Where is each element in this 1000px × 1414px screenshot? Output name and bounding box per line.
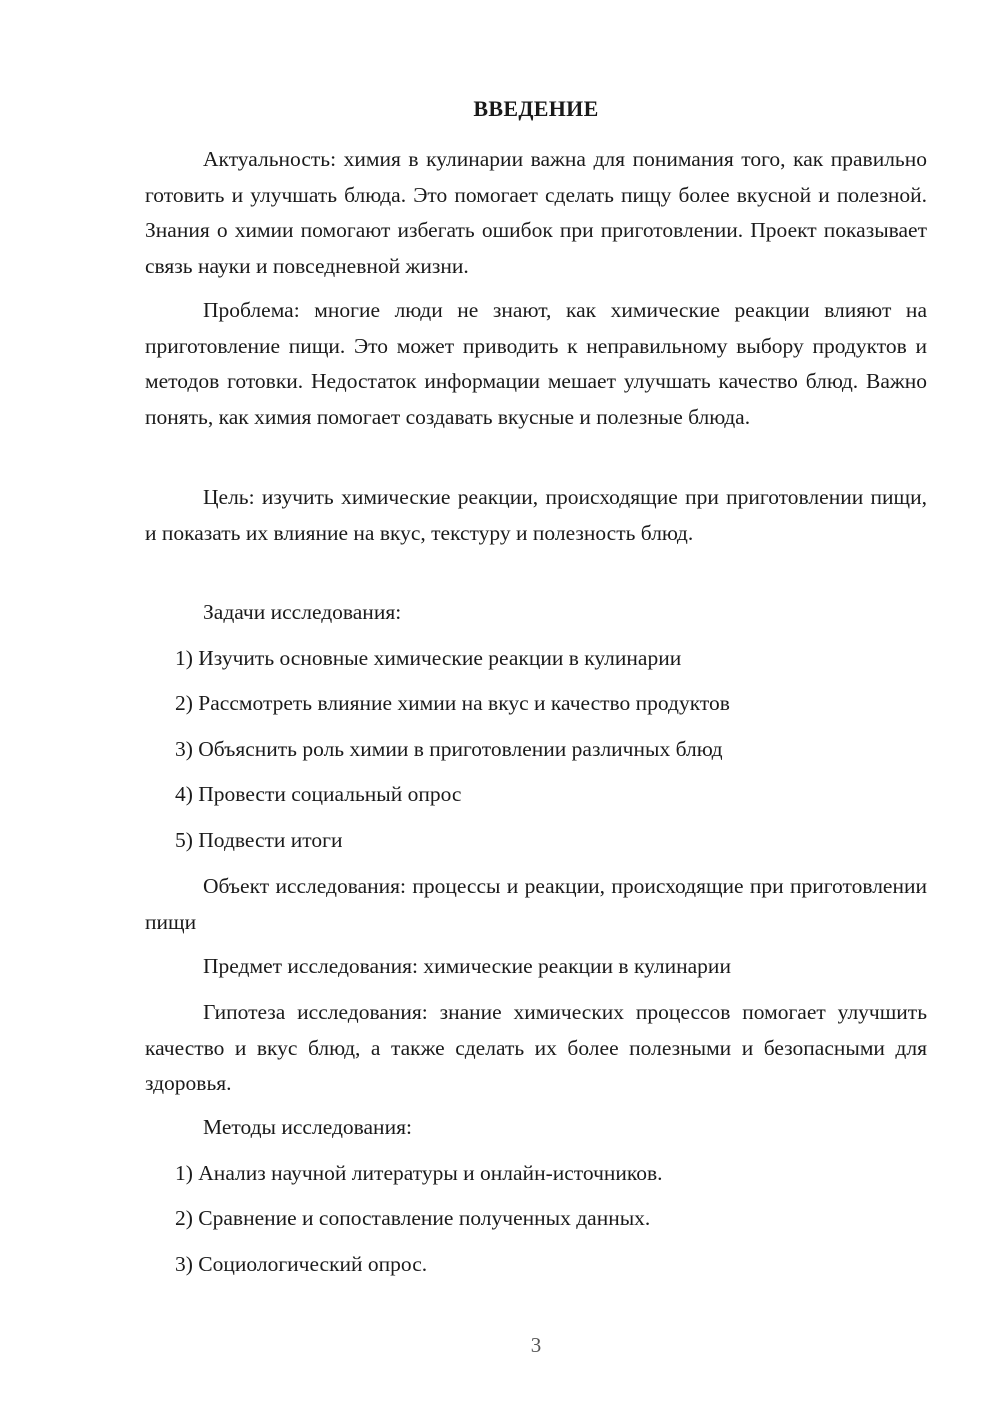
task-item: 2) Рассмотреть влияние химии на вкус и качество продуктов (175, 691, 730, 715)
task-item: 4) Провести социальный опрос (175, 782, 462, 806)
tasks-label: Задачи исследования: (203, 600, 402, 624)
methods-label: Методы исследования: (203, 1115, 412, 1139)
subject-paragraph: Предмет исследования: химические реакции в кулинарии (203, 954, 731, 978)
task-item: 3) Объяснить роль химии в приготовлении различных блюд (175, 737, 723, 761)
object-paragraph: Объект исследования: процессы и реакции, происходящие при приготовлении пищи (145, 874, 927, 934)
page-number: 3 (530, 1333, 542, 1357)
method-item: 3) Социологический опрос. (175, 1252, 428, 1276)
relevance-paragraph: Актуальность: химия в кулинарии важна для понимания того, как правильно готовить и улучшать блюда. Это помогает сделать пищу более вкусной и полезной. Знания о химии помогают избегать ошибок при приготовлении. Проект показывает связь науки и повседневной жизни. (145, 147, 927, 278)
goal-paragraph: Цель: изучить химические реакции, происходящие при приготовлении пищи, и показать их влияние на вкус, текстуру и полезность блюд. (145, 485, 927, 545)
method-item: 1) Анализ научной литературы и онлайн-источников. (175, 1161, 663, 1185)
problem-paragraph: Проблема: многие люди не знают, как химические реакции влияют на приготовление пищи. Это может приводить к неправильному выбору продуктов и методов готовки. Недостаток информации мешает улучшать качество блюд. Важно понять, как химия помогает создавать вкусные и полезные блюда. (145, 298, 927, 429)
task-item: 1) Изучить основные химические реакции в кулинарии (175, 646, 682, 670)
task-item: 5) Подвести итоги (175, 828, 343, 852)
method-item: 2) Сравнение и сопоставление полученных данных. (175, 1206, 651, 1230)
section-heading: ВВЕДЕНИЕ (473, 96, 599, 121)
hypothesis-paragraph: Гипотеза исследования: знание химических процессов помогает улучшить качество и вкус блюд, а также сделать их более полезными и безопасными для здоровья. (145, 1000, 927, 1095)
